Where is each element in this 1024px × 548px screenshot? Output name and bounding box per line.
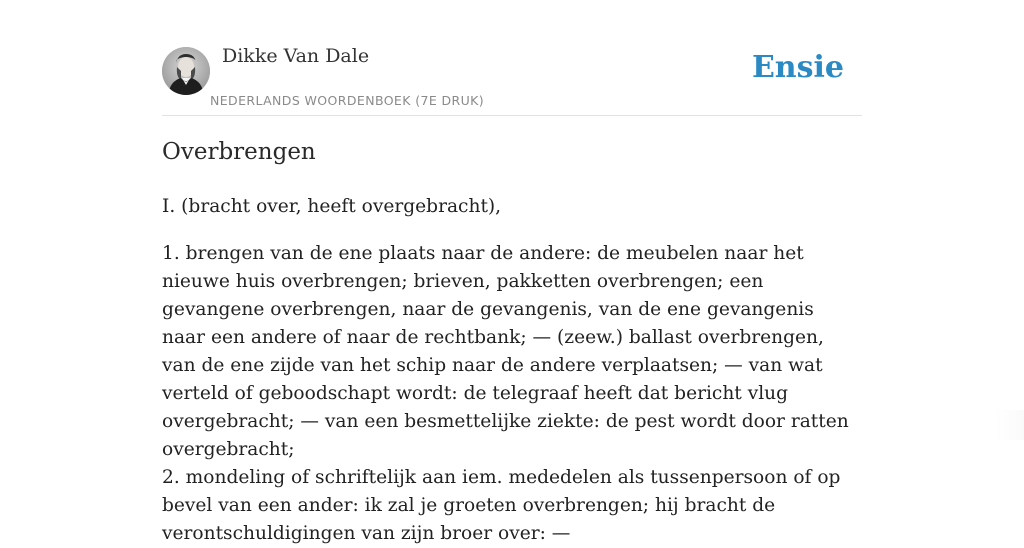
- definition-2: 2. mondeling of schriftelijk aan iem. mededelen als tussenpersoon of op bevel van een ander: ik zal je groeten overbrengen; hij bracht de verontschuldigingen van zijn broer over: —: [162, 467, 841, 544]
- entry-header: [162, 0, 862, 116]
- definition-1: 1. brengen van de ene plaats naar de andere: de meubelen naar het nieuwe huis overbrengen; brieven, pakketten overbrengen; een gevangene overbrengen, naar de gevangenis, van de ene gevangenis naar een andere of naar de rechtbank; — (zeew.) ballast overbrengen, van de ene zijde van het schip naar de andere verplaatsen; — van wat verteld of geboodschapt wordt: de telegraaf heeft dat bericht vlug overgebracht; — van een besmettelijke ziekte: de pest wordt door ratten overgebracht;: [162, 243, 849, 460]
- ensie-logo[interactable]: Ensie: [751, 50, 844, 85]
- edge-shadow: [994, 410, 1024, 440]
- entry-title: Overbrengen: [162, 139, 316, 165]
- dictionary-source[interactable]: NEDERLANDS WOORDENBOEK (7E DRUK): [210, 93, 485, 108]
- entry-body: [162, 193, 862, 548]
- author-portrait-icon[interactable]: [162, 47, 210, 95]
- page: [162, 0, 862, 544]
- grammar-note: I. (bracht over, heeft overgebracht),: [162, 196, 502, 217]
- author-name[interactable]: Dikke Van Dale: [222, 45, 370, 67]
